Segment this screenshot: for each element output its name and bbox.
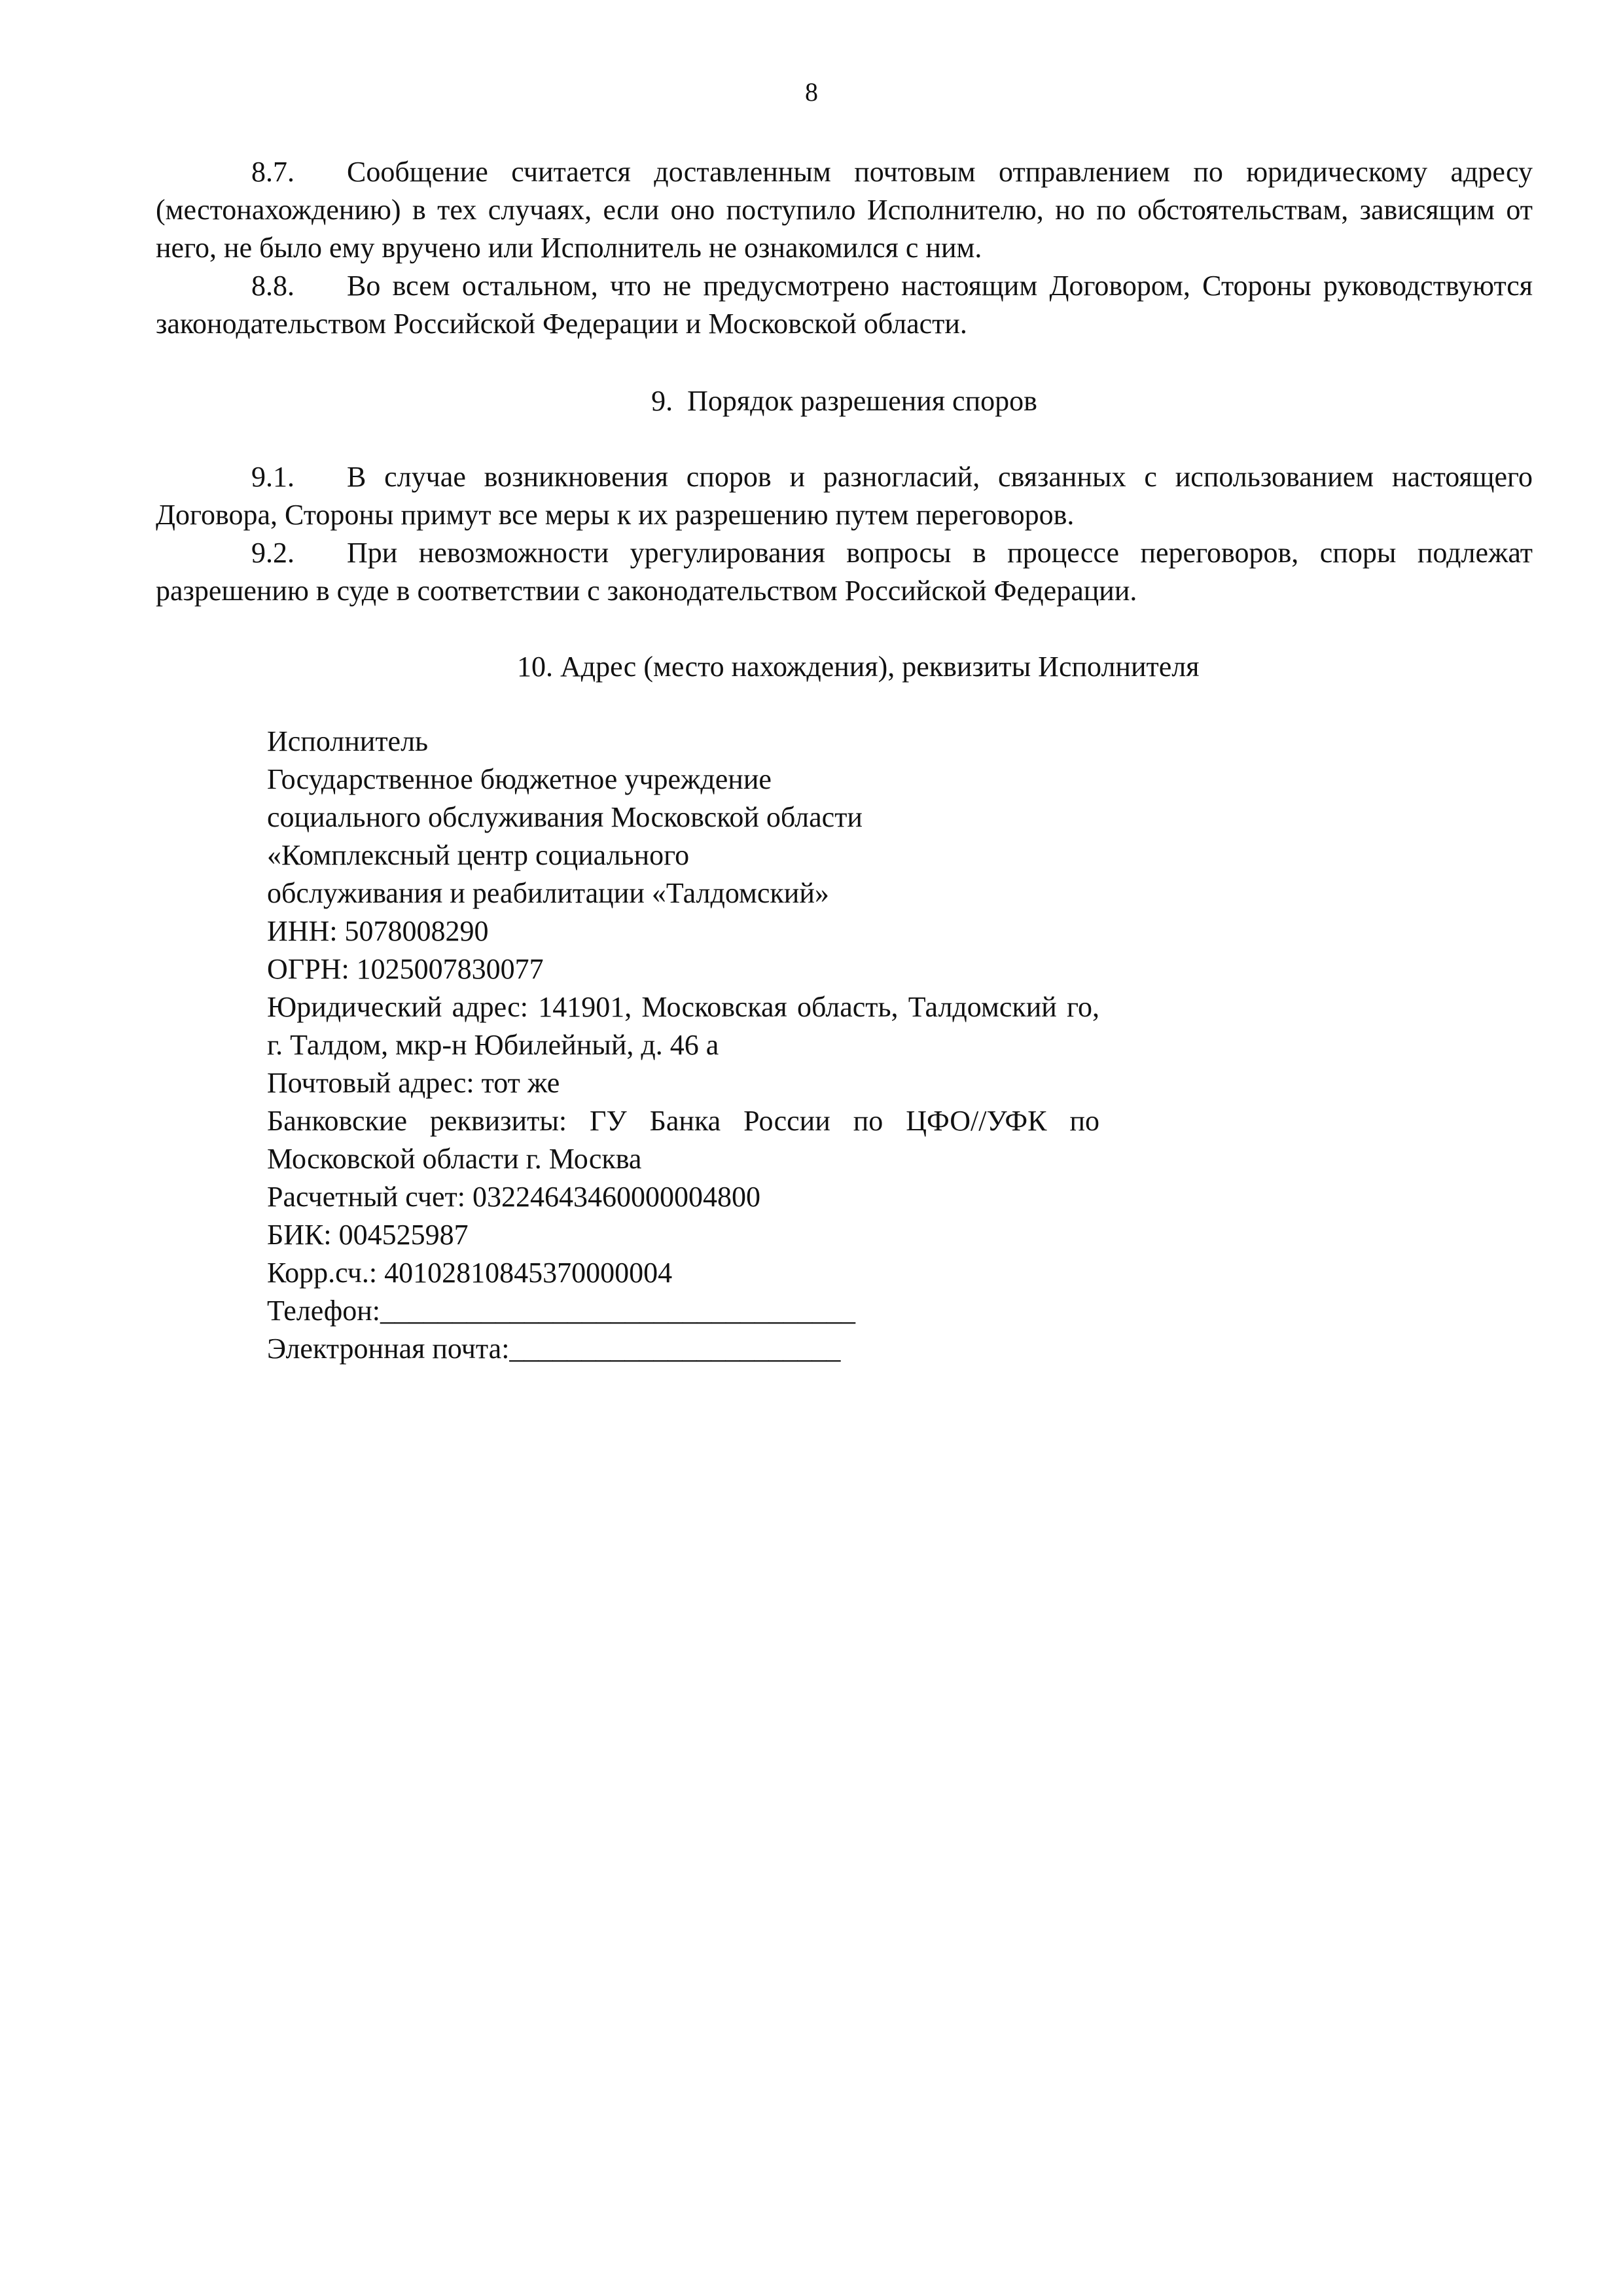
bank-details-field: Банковские реквизиты: ГУ Банка России по ЦФО//УФК по Московской области г. Москва bbox=[267, 1105, 1099, 1175]
section-heading-10: 10. Адрес (место нахождения), реквизиты Исполнителя bbox=[517, 651, 1200, 683]
section-number: 9. bbox=[651, 385, 673, 417]
clause-text: Во всем остальном, что не предусмотрено настоящим Договором, Стороны руководствуются законодательством Российской Федерации и Московской области. bbox=[156, 270, 1533, 340]
clause-text: В случае возникновения споров и разногласий, связанных с использованием настоящего Договора, Стороны примут все меры к их разрешению путем переговоров. bbox=[156, 461, 1533, 531]
clause-text: При невозможности урегулирования вопросы в процессе переговоров, споры подлежат разрешению в суде в соответствии с законодательством Российской Федерации. bbox=[156, 537, 1533, 607]
phone-field: Телефон:_________________________________ bbox=[267, 1295, 856, 1327]
clause-number: 8.8. bbox=[251, 270, 294, 302]
clause-8-8 bbox=[156, 267, 1533, 343]
section-title: Порядок разрешения споров bbox=[687, 385, 1037, 417]
page-number: 8 bbox=[805, 77, 818, 107]
clause-9-2 bbox=[156, 534, 1533, 610]
org-name-line-1: Государственное бюджетное учреждение bbox=[267, 763, 772, 795]
clause-number: 8.7. bbox=[251, 156, 294, 188]
org-name-line-3: «Комплексный центр социального bbox=[267, 839, 690, 871]
inn-field: ИНН: 5078008290 bbox=[267, 915, 489, 947]
clause-number: 9.2. bbox=[251, 537, 294, 569]
org-name-line-2: социального обслуживания Московской области bbox=[267, 801, 863, 833]
clause-number: 9.1. bbox=[251, 461, 294, 493]
clause-8-7 bbox=[156, 153, 1533, 267]
clause-text: Сообщение считается доставленным почтовым отправлением по юридическому адресу (местонахождению) в тех случаях, если оно поступило Исполнителю, но по обстоятельствам, зависящим от него, не было ему вручено или Исполнитель не ознакомился с ним. bbox=[156, 156, 1533, 264]
org-name-line-4: обслуживания и реабилитации «Талдомский» bbox=[267, 877, 829, 909]
email-field: Электронная почта:_______________________ bbox=[267, 1333, 841, 1365]
executor-requisites bbox=[267, 723, 1099, 1368]
bik-field: БИК: 004525987 bbox=[267, 1219, 469, 1251]
section-heading-9 bbox=[156, 382, 1533, 420]
legal-address-field: Юридический адрес: 141901, Московская область, Талдомский го, г. Талдом, мкр-н Юбилейный, д. 46 а bbox=[267, 991, 1099, 1061]
account-field: Расчетный счет: 03224643460000004800 bbox=[267, 1181, 760, 1213]
ogrn-field: ОГРН: 1025007830077 bbox=[267, 953, 544, 985]
executor-role: Исполнитель bbox=[267, 725, 429, 757]
corr-account-field: Корр.сч.: 40102810845370000004 bbox=[267, 1257, 673, 1289]
clause-9-1 bbox=[156, 458, 1533, 534]
document-body bbox=[156, 153, 1533, 1368]
postal-address-field: Почтовый адрес: тот же bbox=[267, 1067, 560, 1099]
